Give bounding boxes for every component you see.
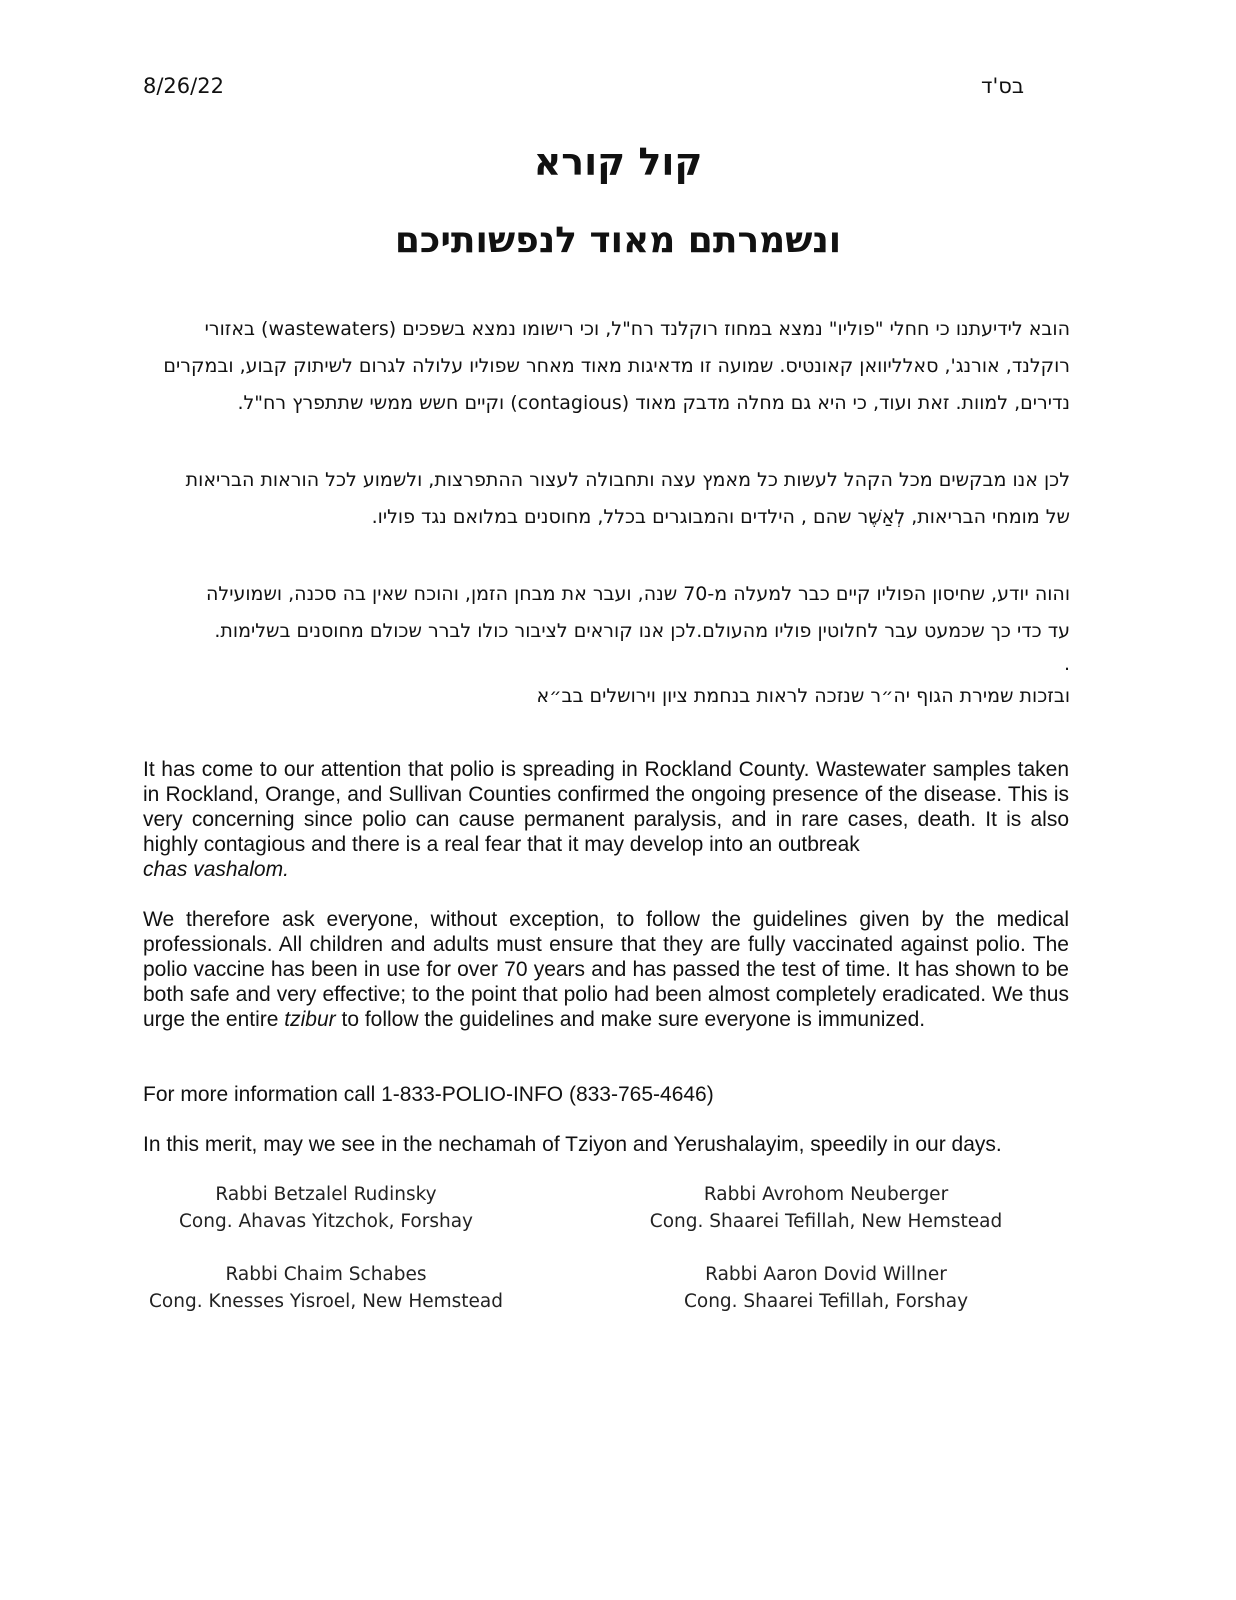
english-closing [143,1132,1069,1157]
hebrew-dot: . [1063,653,1070,675]
bsd-marker: בס'ד [980,74,1024,98]
english-info-line [143,1082,1069,1107]
english-paragraph-2 [143,907,1069,1032]
hebrew-line: הובא לידיעתנו כי חחלי "פוליו" נמצא במחוז רוקלנד רח"ל, וכי רישומו נמצא בשפכים (wastewaters) באזורי [204,318,1070,340]
signer-congregation: Cong. Knesses Yisroel, New Hemstead [148,1291,503,1312]
hebrew-paragraph-2 [143,462,1070,536]
signer-name: Rabbi Betzalel Rudinsky [215,1184,437,1205]
hebrew-line: של מומחי הבריאות, לְאַשֶׁר שהם , הילדים והמבוגרים בכלל, מחוסנים במלואם נגד פוליו. [371,506,1070,528]
hebrew-line: נדירים, למוות. זאת ועוד, כי היא גם מחלה מדבק מאוד (contagious) וקיים חשש ממשי שתתפרץ רח"ל. [237,392,1070,414]
hebrew-line: עד כדי כך שכמעט עבר לחלוטין פוליו מהעולם.לכן אנו קוראים לציבור כולו לברר שכולם מחוסנים בשלימות. [214,620,1070,642]
english-paragraph-1 [143,757,1069,882]
signer-name: Rabbi Chaim Schabes [225,1264,427,1285]
page-title: קול קורא [533,140,703,184]
signer-congregation: Cong. Shaarei Tefillah, Forshay [683,1291,969,1312]
hebrew-line: לכן אנו מבקשים מכל הקהל לעשות כל מאמץ עצה ותחבולה לעצור ההתפרצות, ולשמוע לכל הוראות הבריאות [185,469,1070,491]
hebrew-line: והוה יודע, שחיסון הפוליו קיים כבר למעלה מ-70 שנה, ועבר את מבחן הזמן, והוכח שאין בה סכנה, ושמועילה [206,583,1070,605]
english-text: to follow the guidelines and make sure everyone is immunized. [341,1008,926,1031]
english-text: We therefore ask everyone, without exception, to follow the guidelines given by the medical professionals. All children and adults must ensure that they are fully vaccinated against polio. The polio vaccine has been in use for over 70 years and has passed the test of time. It has shown to be both safe and very effective; to the point that polio had been almost completely eradicated. We thus urge the entire [143,908,1069,1031]
closing-text: In this merit, may we see in the nechamah of Tziyon and Yerushalayim, speedily in our days. [143,1133,1002,1156]
signer-name: Rabbi Avrohom Neuberger [703,1184,949,1205]
english-text: It has come to our attention that polio is spreading in Rockland County. Wastewater samples taken in Rockland, Orange, and Sullivan Counties confirmed the ongoing presence of the disease. This is very concerning since polio can cause permanent paralysis, and in rare cases, death. It is also highly contagious and there is a real fear that it may develop into an outbreak [143,758,1069,856]
date: 8/26/22 [143,74,224,98]
signature-block [640,1181,1012,1235]
hebrew-paragraph-3 [143,576,1070,715]
hebrew-line: ובזכות שמירת הגוף יה״ר שנזכה לראות בנחמת ציון וירושלים בב״א [536,685,1070,707]
hebrew-line: רוקלנד, אורנג', סאלליוואן קאונטיס. שמועה זו מדאיגות מאוד מאחר שפוליו עלולה לגרום לשיתוק קבוע, ובמקרים [163,355,1070,377]
signature-block [140,1261,512,1315]
signature-block [140,1181,512,1235]
signature-block [640,1261,1012,1315]
signer-congregation: Cong. Ahavas Yitzchok, Forshay [179,1211,473,1232]
signer-name: Rabbi Aaron Dovid Willner [705,1264,947,1285]
page-subtitle: ונשמרתם מאוד לנפשותיכם [394,220,842,261]
signer-congregation: Cong. Shaarei Tefillah, New Hemstead [649,1211,1003,1232]
english-italic: tzibur [284,1008,336,1031]
info-phone: For more information call 1-833-POLIO-INFO (833-765-4646) [143,1083,714,1106]
hebrew-paragraph-1 [143,311,1070,422]
english-italic: chas vashalom. [143,858,289,881]
